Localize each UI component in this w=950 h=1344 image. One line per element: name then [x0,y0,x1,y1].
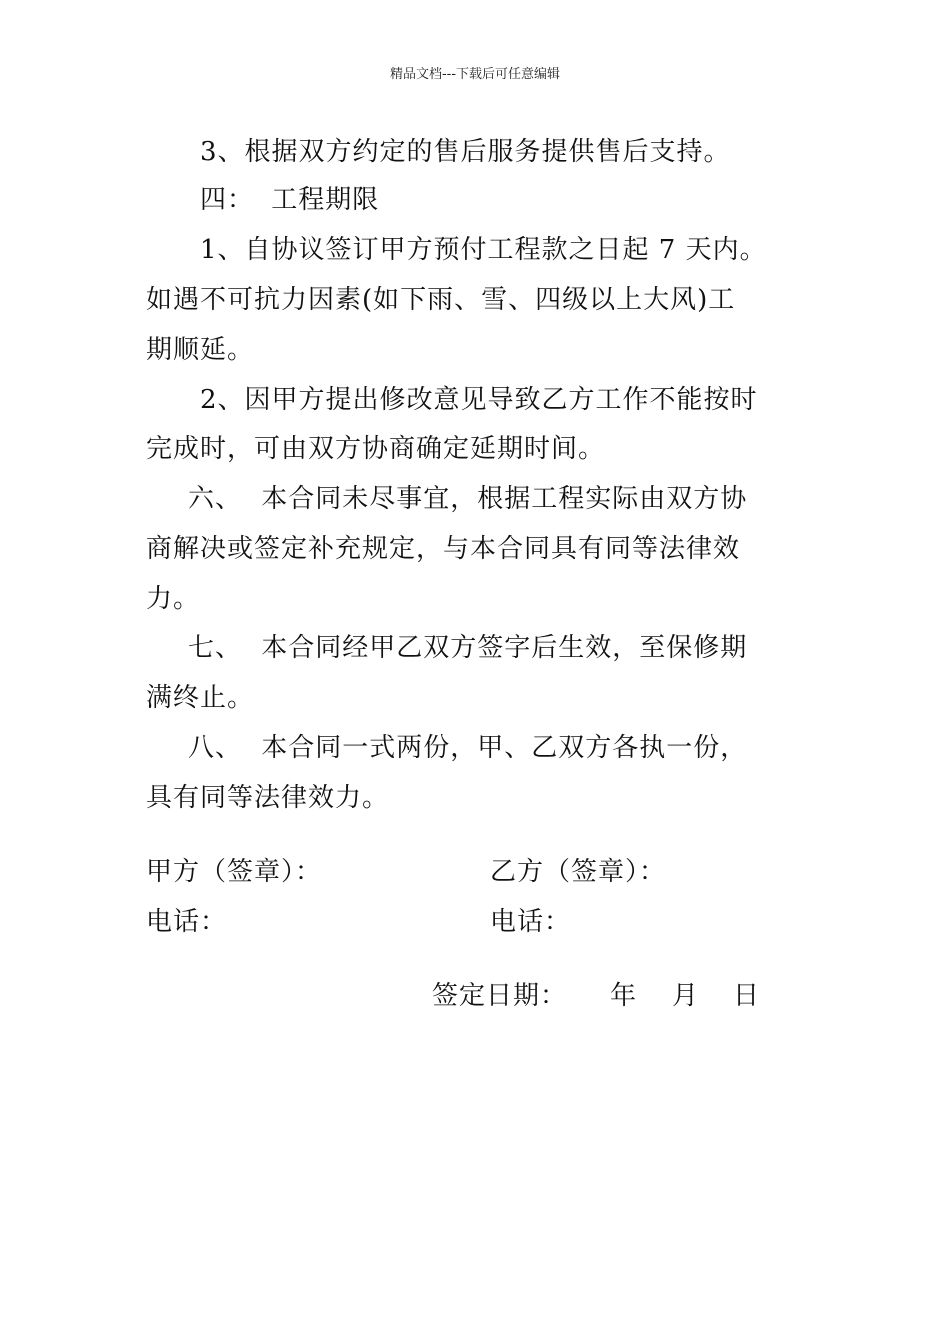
party-b-phone-label: 电话： [490,907,572,937]
party-b-seal-label: 乙方（签章）： [490,857,667,887]
party-a-seal-label: 甲方（签章）： [146,857,323,887]
clause-six-end: 力。 [146,584,201,614]
section-heading-duration: 四： 工程期限 [200,185,380,215]
clause-duration-1-cont: 如遇不可抗力因素(如下雨、雪、四级以上大风)工 [146,285,736,315]
signing-date-label: 签定日期： [432,981,568,1011]
clause-duration-2: 2、因甲方提出修改意见导致乙方工作不能按时 [200,385,758,415]
clause-duration-1-end: 期顺延。 [146,335,255,365]
clause-duration-2-cont: 完成时，可由双方协商确定延期时间。 [146,434,606,464]
clause-after-sales-support: 3、根据双方约定的售后服务提供售后支持。 [200,137,731,167]
date-year-label: 年 [610,981,638,1011]
clause-duration-1: 1、自协议签订甲方预付工程款之日起 7 天内。 [200,235,767,265]
clause-seven: 七、 本合同经甲乙双方签字后生效，至保修期 [188,633,748,663]
clause-eight: 八、 本合同一式两份，甲、乙双方各执一份， [188,733,748,763]
clause-seven-cont: 满终止。 [146,683,255,713]
clause-six-cont: 商解决或签定补充规定，与本合同具有同等法律效 [146,534,741,564]
party-a-phone-label: 电话： [146,907,228,937]
date-month-label: 月 [672,981,700,1011]
page-header: 精品文档---下载后可任意编辑 [389,67,561,82]
clause-six: 六、 本合同未尽事宜，根据工程实际由双方协 [188,484,748,514]
clause-eight-cont: 具有同等法律效力。 [146,783,390,813]
date-day-label: 日 [733,981,761,1011]
